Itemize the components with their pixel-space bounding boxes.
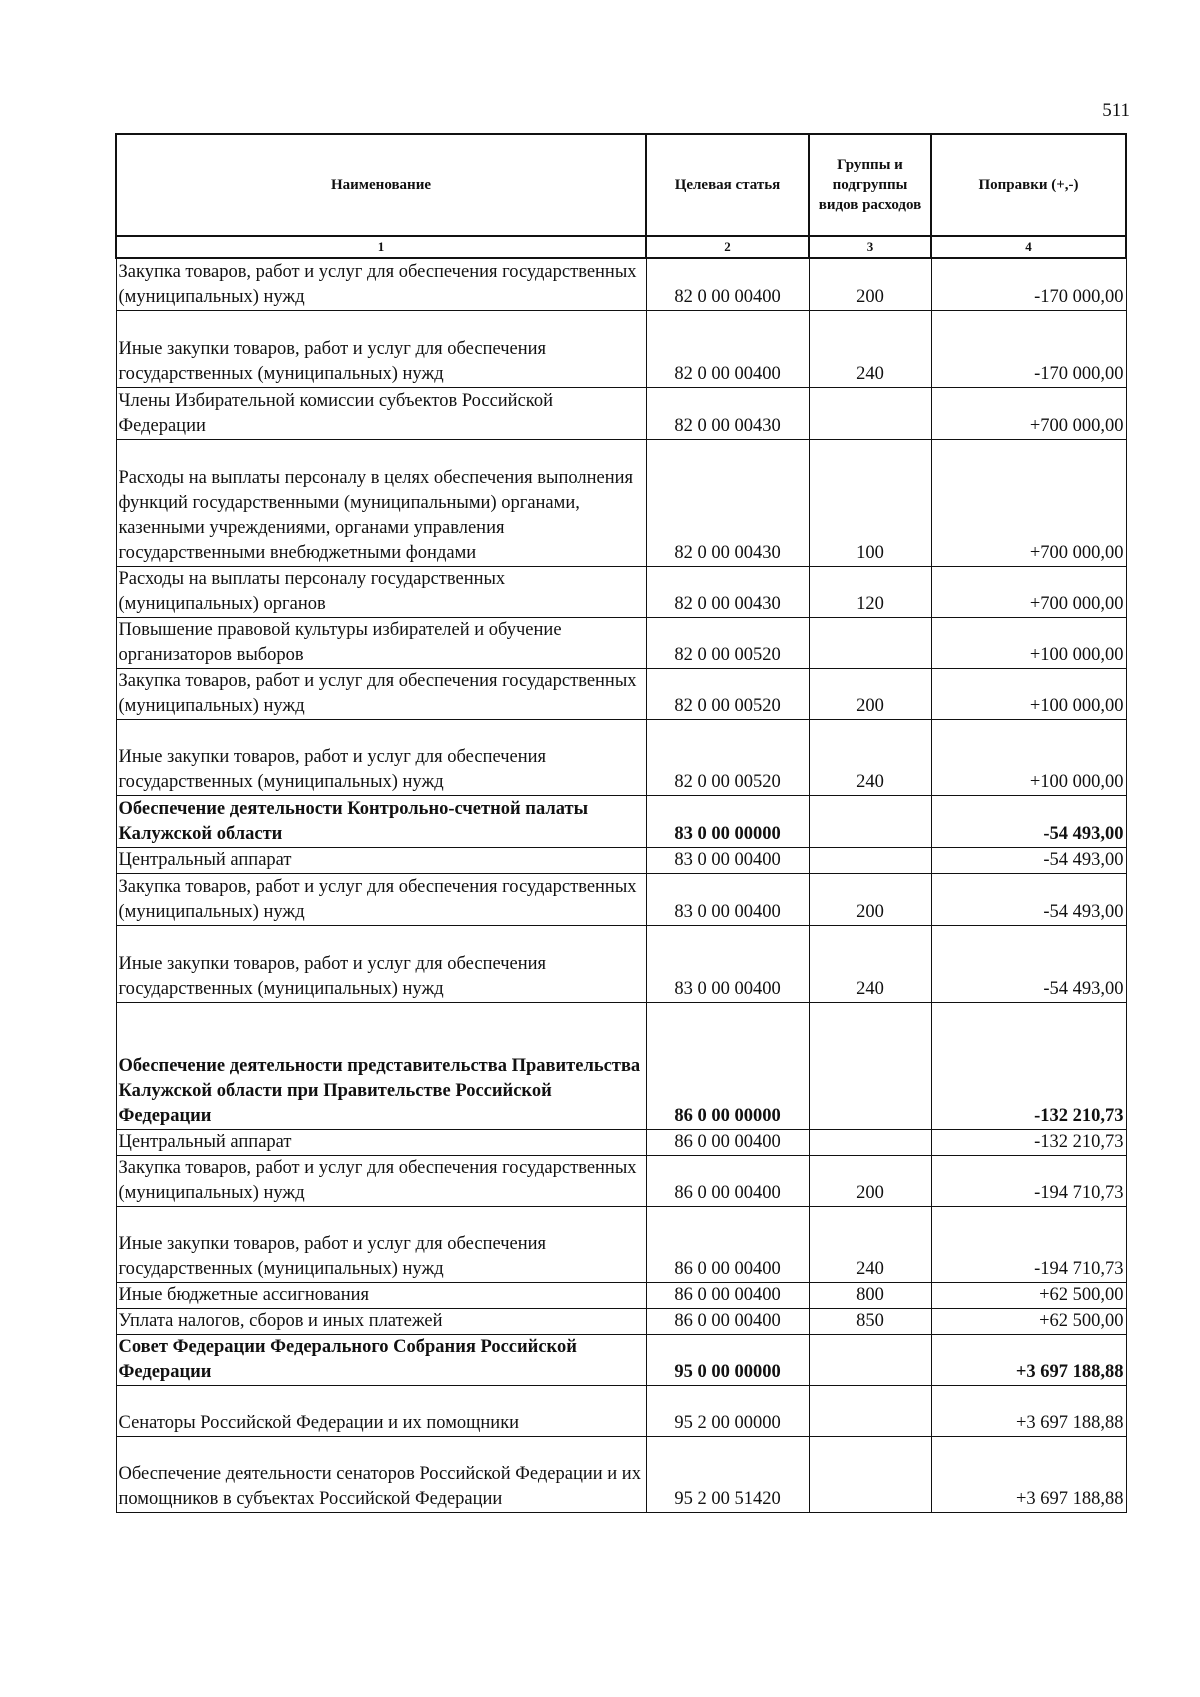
row-expense-group	[809, 387, 931, 439]
row-expense-group: 240	[809, 925, 931, 1002]
row-name: Повышение правовой культуры избирателей и обучение организаторов выборов	[116, 617, 646, 668]
row-name: Совет Федерации Федерального Собрания Российской Федерации	[116, 1334, 646, 1385]
row-amendment-amount: -54 493,00	[931, 847, 1126, 873]
row-name: Закупка товаров, работ и услуг для обеспечения государственных (муниципальных) нужд	[116, 258, 646, 310]
table-row	[116, 1436, 1126, 1512]
header-groups: Группы и подгруппы видов расходов	[809, 134, 931, 236]
row-amendment-amount: -54 493,00	[931, 925, 1126, 1002]
row-name: Обеспечение деятельности представительства Правительства Калужской области при Правительстве Российской Федерации	[116, 1002, 646, 1129]
table-row	[116, 387, 1126, 439]
column-number: 2	[646, 236, 809, 258]
row-name: Иные бюджетные ассигнования	[116, 1282, 646, 1308]
column-number: 3	[809, 236, 931, 258]
row-amendment-amount: +700 000,00	[931, 387, 1126, 439]
row-expense-group: 240	[809, 1206, 931, 1282]
row-expense-group	[809, 1334, 931, 1385]
row-name: Иные закупки товаров, работ и услуг для обеспечения государственных (муниципальных) нужд	[116, 925, 646, 1002]
row-name: Расходы на выплаты персоналу государственных (муниципальных) органов	[116, 566, 646, 617]
row-expense-group: 200	[809, 873, 931, 925]
column-number: 4	[931, 236, 1126, 258]
table-row	[116, 1334, 1126, 1385]
row-amendment-amount: -194 710,73	[931, 1155, 1126, 1206]
row-expense-group	[809, 847, 931, 873]
row-expense-group: 200	[809, 1155, 931, 1206]
table-row	[116, 439, 1126, 566]
row-name: Обеспечение деятельности сенаторов Российской Федерации и их помощников в субъектах Российской Федерации	[116, 1436, 646, 1512]
row-target-code: 82 0 00 00520	[646, 719, 809, 795]
row-expense-group	[809, 617, 931, 668]
row-target-code: 86 0 00 00400	[646, 1206, 809, 1282]
row-name: Иные закупки товаров, работ и услуг для обеспечения государственных (муниципальных) нужд	[116, 310, 646, 387]
row-amendment-amount: +3 697 188,88	[931, 1436, 1126, 1512]
row-name: Расходы на выплаты персоналу в целях обеспечения выполнения функций государственными (муниципальными) органами, казенными учреждениями, органами управления государственными внебюджетными фондами	[116, 439, 646, 566]
row-target-code: 86 0 00 00000	[646, 1002, 809, 1129]
table-row	[116, 719, 1126, 795]
row-expense-group: 800	[809, 1282, 931, 1308]
row-amendment-amount: -170 000,00	[931, 310, 1126, 387]
table-row	[116, 258, 1126, 310]
table-row	[116, 566, 1126, 617]
table-row	[116, 1308, 1126, 1334]
row-target-code: 83 0 00 00400	[646, 847, 809, 873]
row-expense-group	[809, 795, 931, 847]
row-expense-group: 200	[809, 258, 931, 310]
table-row	[116, 873, 1126, 925]
row-amendment-amount: +100 000,00	[931, 668, 1126, 719]
table-row	[116, 310, 1126, 387]
row-name: Уплата налогов, сборов и иных платежей	[116, 1308, 646, 1334]
row-name: Закупка товаров, работ и услуг для обеспечения государственных (муниципальных) нужд	[116, 668, 646, 719]
row-target-code: 82 0 00 00520	[646, 617, 809, 668]
table-row	[116, 1206, 1126, 1282]
row-target-code: 82 0 00 00400	[646, 258, 809, 310]
row-name: Иные закупки товаров, работ и услуг для обеспечения государственных (муниципальных) нужд	[116, 719, 646, 795]
row-target-code: 82 0 00 00520	[646, 668, 809, 719]
row-expense-group: 240	[809, 310, 931, 387]
row-name: Сенаторы Российской Федерации и их помощники	[116, 1385, 646, 1436]
row-target-code: 86 0 00 00400	[646, 1282, 809, 1308]
row-expense-group: 120	[809, 566, 931, 617]
row-expense-group	[809, 1002, 931, 1129]
row-name: Закупка товаров, работ и услуг для обеспечения государственных (муниципальных) нужд	[116, 1155, 646, 1206]
header-name: Наименование	[116, 134, 646, 236]
row-target-code: 83 0 00 00400	[646, 925, 809, 1002]
row-target-code: 83 0 00 00000	[646, 795, 809, 847]
page-number: 511	[1102, 100, 1130, 121]
row-name: Иные закупки товаров, работ и услуг для обеспечения государственных (муниципальных) нужд	[116, 1206, 646, 1282]
row-name: Члены Избирательной комиссии субъектов Российской Федерации	[116, 387, 646, 439]
table-row	[116, 795, 1126, 847]
table-row	[116, 847, 1126, 873]
row-expense-group	[809, 1436, 931, 1512]
row-amendment-amount: +62 500,00	[931, 1308, 1126, 1334]
row-target-code: 82 0 00 00430	[646, 439, 809, 566]
header-amendments: Поправки (+,-)	[931, 134, 1126, 236]
table-body	[116, 258, 1126, 1512]
row-amendment-amount: +700 000,00	[931, 566, 1126, 617]
column-number: 1	[116, 236, 646, 258]
row-amendment-amount: +62 500,00	[931, 1282, 1126, 1308]
row-target-code: 82 0 00 00430	[646, 387, 809, 439]
row-amendment-amount: +100 000,00	[931, 719, 1126, 795]
row-expense-group	[809, 1129, 931, 1155]
table-row	[116, 1129, 1126, 1155]
header-target: Целевая статья	[646, 134, 809, 236]
table-row	[116, 1155, 1126, 1206]
row-target-code: 82 0 00 00430	[646, 566, 809, 617]
row-target-code: 83 0 00 00400	[646, 873, 809, 925]
row-amendment-amount: +100 000,00	[931, 617, 1126, 668]
row-amendment-amount: -132 210,73	[931, 1129, 1126, 1155]
row-target-code: 95 0 00 00000	[646, 1334, 809, 1385]
row-name: Закупка товаров, работ и услуг для обеспечения государственных (муниципальных) нужд	[116, 873, 646, 925]
table-row	[116, 925, 1126, 1002]
row-name: Обеспечение деятельности Контрольно-счетной палаты Калужской области	[116, 795, 646, 847]
row-amendment-amount: -132 210,73	[931, 1002, 1126, 1129]
budget-amendments-table	[115, 133, 1127, 1513]
table-row	[116, 1385, 1126, 1436]
row-name: Центральный аппарат	[116, 847, 646, 873]
table-row	[116, 668, 1126, 719]
row-amendment-amount: +700 000,00	[931, 439, 1126, 566]
row-expense-group	[809, 1385, 931, 1436]
row-amendment-amount: +3 697 188,88	[931, 1385, 1126, 1436]
table-row	[116, 1002, 1126, 1129]
row-expense-group: 100	[809, 439, 931, 566]
row-expense-group: 200	[809, 668, 931, 719]
row-target-code: 82 0 00 00400	[646, 310, 809, 387]
row-name: Центральный аппарат	[116, 1129, 646, 1155]
row-amendment-amount: -170 000,00	[931, 258, 1126, 310]
row-amendment-amount: +3 697 188,88	[931, 1334, 1126, 1385]
row-expense-group: 850	[809, 1308, 931, 1334]
row-target-code: 95 2 00 00000	[646, 1385, 809, 1436]
row-target-code: 95 2 00 51420	[646, 1436, 809, 1512]
row-amendment-amount: -54 493,00	[931, 873, 1126, 925]
table-header	[116, 134, 1126, 258]
row-amendment-amount: -194 710,73	[931, 1206, 1126, 1282]
row-target-code: 86 0 00 00400	[646, 1129, 809, 1155]
row-amendment-amount: -54 493,00	[931, 795, 1126, 847]
table-row	[116, 617, 1126, 668]
table-row	[116, 1282, 1126, 1308]
row-target-code: 86 0 00 00400	[646, 1308, 809, 1334]
row-expense-group: 240	[809, 719, 931, 795]
row-target-code: 86 0 00 00400	[646, 1155, 809, 1206]
